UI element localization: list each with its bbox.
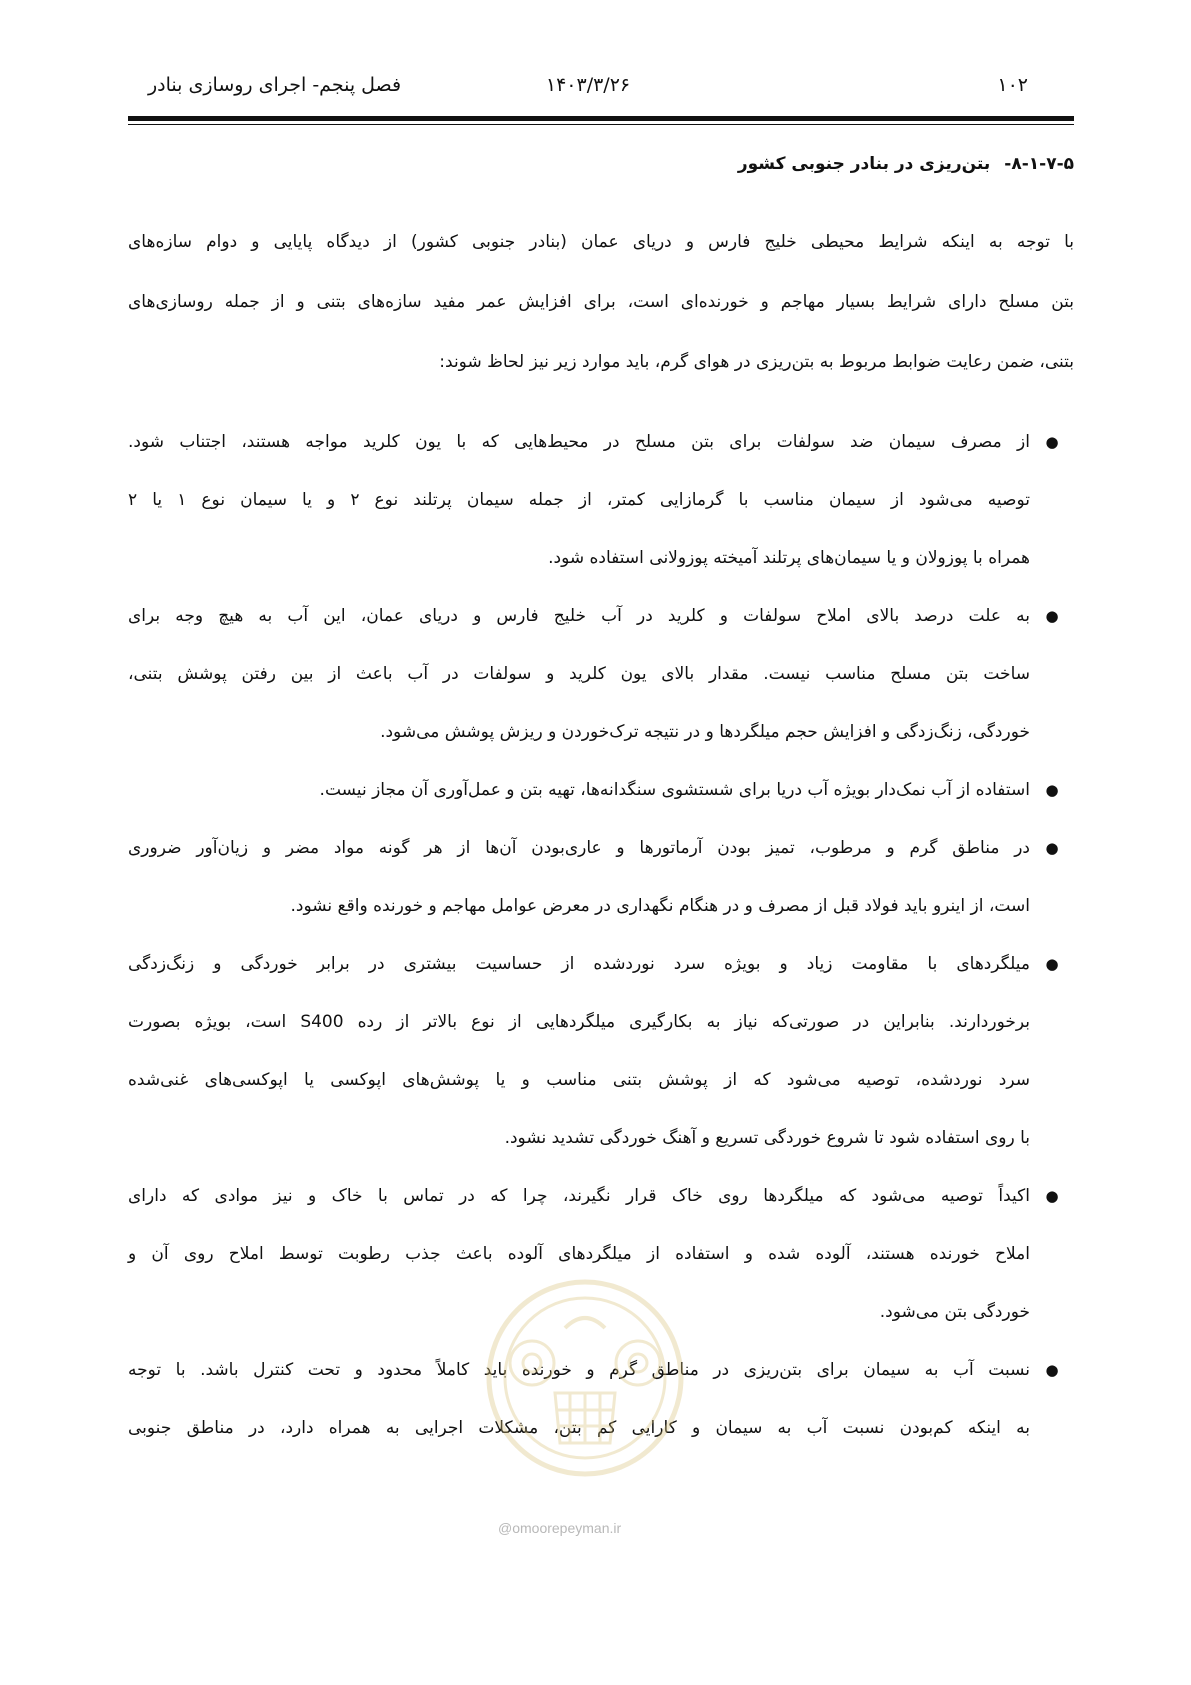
bullet-icon: ● — [1045, 781, 1059, 799]
section-heading — [128, 154, 1074, 174]
bullet-icon: ● — [1045, 839, 1059, 857]
bullet-line: است، از اینرو باید فولاد قبل از مصرف و در هنگام نگهداری در معرض عوامل مهاجم و خورنده واقع نشود. — [290, 896, 1030, 916]
bullet-line: از مصرف سیمان ضد سولفات برای بتن مسلح در محیط‌هایی که با یون کلرید مواجه هستند، اجتناب شود. — [128, 432, 1030, 452]
bullet-line: توصیه می‌شود از سیمان مناسب با گرمازایی کمتر، از جمله سیمان پرتلند نوع ۲ و یا سیمان نوع ۱ یا ۲ — [128, 490, 1031, 510]
bullet-line: سرد نوردشده، توصیه می‌شود که از پوشش بتنی مناسب و یا پوشش‌های اپوکسی یا اپوکسی‌های غنی‌شده — [128, 1070, 1030, 1090]
page-number: ۱۰۲ — [997, 74, 1028, 96]
bullet-icon: ● — [1045, 955, 1059, 973]
page-header — [148, 74, 1028, 104]
list-item — [128, 819, 1074, 935]
bullet-line: برخوردارند. بنابراین در صورتی‌که نیاز به بکارگیری میلگردهایی از نوع بالاتر از رده S400 است، بویژه بصورت — [128, 1012, 1030, 1032]
bullet-line: اکیداً توصیه می‌شود که میلگردها روی خاک قرار نگیرند، چرا که در تماس با خاک و نیز موادی که دارای — [128, 1186, 1030, 1206]
bullet-line: ساخت بتن مسلح مناسب نیست. مقدار بالای یون کلرید و سولفات در آب باعث از بین رفتن پوشش بتنی، — [128, 664, 1030, 684]
list-item — [128, 935, 1074, 1167]
bullet-line: املاح خورنده هستند، آلوده شده و استفاده از میلگردهای آلوده باعث جذب رطوبت توسط املاح روی آن و — [128, 1244, 1030, 1264]
intro-line: با توجه به اینکه شرایط محیطی خلیج فارس و دریای عمان (بنادر جنوبی کشور) از دیدگاه پایایی و دوام سازه‌های — [128, 232, 1074, 252]
section-title: بتن‌ریزی در بنادر جنوبی کشور — [737, 154, 991, 174]
bullet-line: در مناطق گرم و مرطوب، تمیز بودن آرماتورها و عاری‌بودن آن‌ها از هر گونه مواد مضر و زیان‌آور ضروری — [128, 838, 1030, 858]
bullet-line: خوردگی، زنگ‌زدگی و افزایش حجم میلگردها و در نتیجه ترک‌خوردن و ریزش پوشش می‌شود. — [380, 722, 1030, 742]
bullet-icon: ● — [1045, 1187, 1059, 1205]
bullet-line: استفاده از آب نمک‌دار بویژه آب دریا برای شستشوی سنگدانه‌ها، تهیه بتن و عمل‌آوری آن مجاز نیست. — [319, 780, 1030, 800]
header-rule-thick — [128, 116, 1074, 121]
section-number: ۸-۱-۷-۵- — [1004, 154, 1074, 174]
header-date: ۱۴۰۳/۳/۲۶ — [545, 74, 631, 96]
bullet-line: میلگردهای با مقاومت زیاد و بویژه سرد نوردشده از حساسیت بیشتری در برابر خوردگی و زنگ‌زدگی — [128, 954, 1030, 974]
bullet-line: همراه با پوزولان و یا سیمان‌های پرتلند آمیخته پوزولانی استفاده شود. — [548, 548, 1030, 568]
intro-line: بتنی، ضمن رعایت ضوابط مربوط به بتن‌ریزی در هوای گرم، باید موارد زیر نیز لحاظ شوند: — [439, 352, 1074, 372]
bullet-icon: ● — [1045, 1361, 1059, 1379]
list-item — [128, 587, 1074, 761]
bullet-line: با روی استفاده شود تا شروع خوردگی تسریع و آهنگ خوردگی تشدید نشود. — [504, 1128, 1030, 1148]
bullet-icon: ● — [1045, 433, 1059, 451]
list-item — [128, 761, 1074, 819]
list-item — [128, 413, 1074, 587]
watermark-text: @omoorepeyman.ir — [498, 1520, 622, 1536]
bullet-line: خوردگی بتن می‌شود. — [879, 1302, 1030, 1322]
bullet-icon: ● — [1045, 607, 1059, 625]
watermark-seal-icon — [470, 1268, 700, 1508]
header-rule-thin — [128, 124, 1074, 125]
chapter-title: فصل پنجم- اجرای روسازی بنادر — [148, 74, 402, 96]
bullet-line: به علت درصد بالای املاح سولفات و کلرید در آب خلیج فارس و دریای عمان، این آب به هیچ وجه برای — [128, 606, 1030, 626]
intro-line: بتن مسلح دارای شرایط بسیار مهاجم و خورنده‌ای است، برای افزایش عمر مفید سازه‌های بتنی و از جمله روسازی‌های — [128, 292, 1074, 312]
intro-paragraph — [128, 212, 1074, 392]
bullet-line: نسبت آب به سیمان برای بتن‌ریزی در مناطق گرم و خورنده باید کاملاً محدود و تحت کنترل باشد. با توجه — [128, 1360, 1030, 1380]
bullet-line: به اینکه کم‌بودن نسبت آب به سیمان و کارایی کم بتن، مشکلات اجرایی به همراه دارد، در مناطق جنوبی — [128, 1418, 1030, 1438]
